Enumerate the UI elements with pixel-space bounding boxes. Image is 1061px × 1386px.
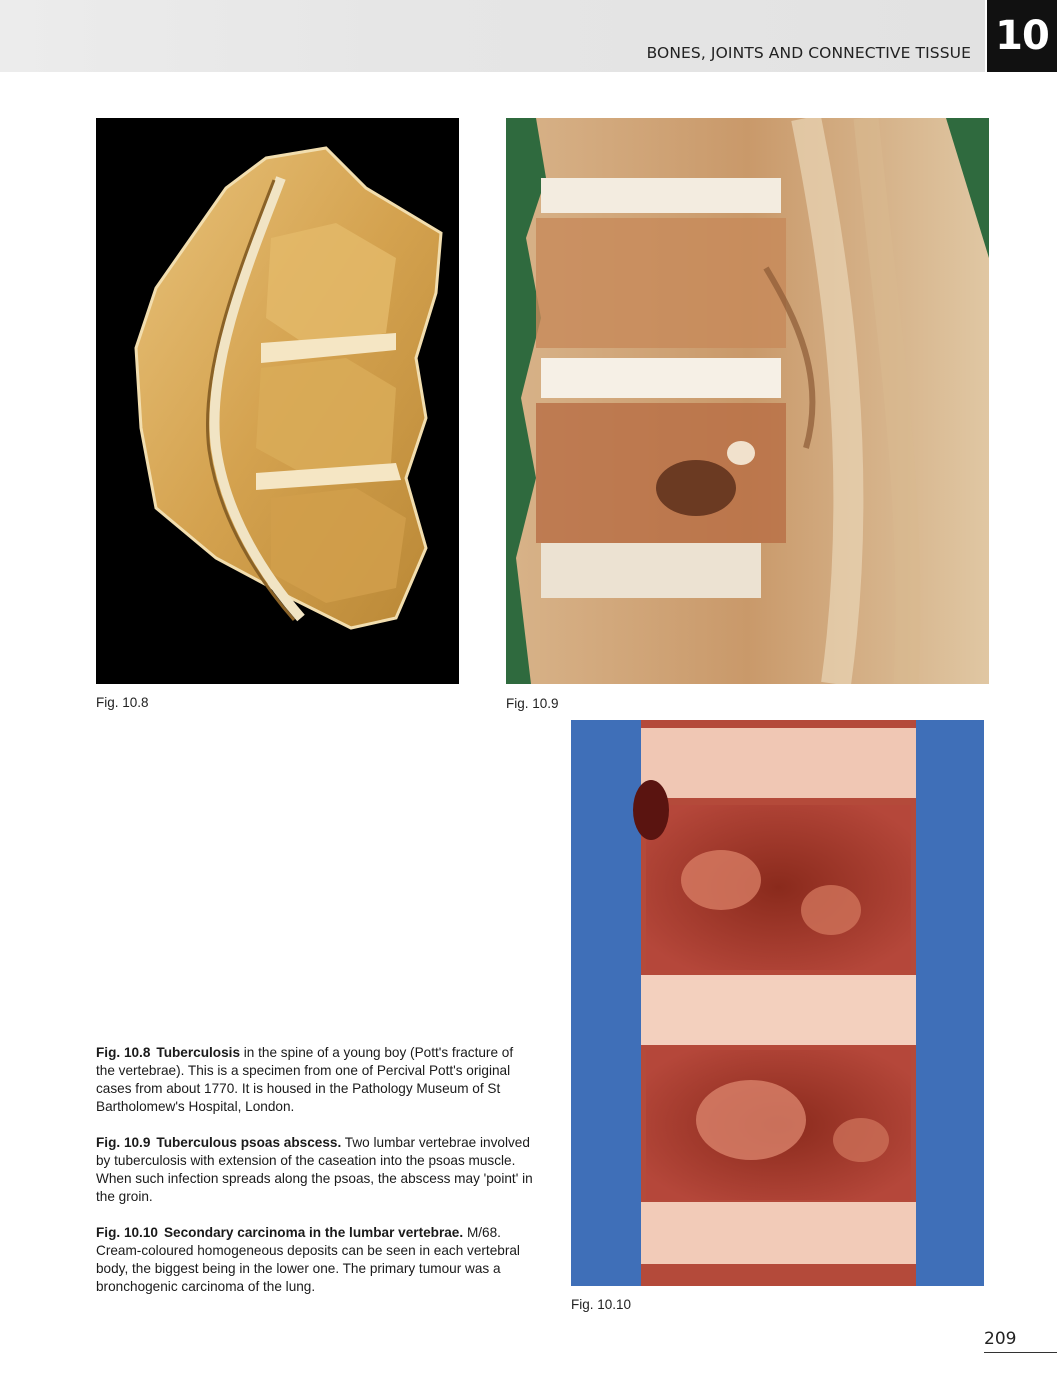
caption-fig-10-10: Fig. 10.10 Secondary carcinoma in the lumbar vertebrae. M/68. Cream-coloured homogeneous deposits can be seen in each vertebral body, the biggest being in the lower one. The primary tumour was a bronchogenic carcinoma of the lung.	[96, 1225, 520, 1294]
figure-10-8-photo	[96, 118, 459, 684]
page-number: 209	[984, 1329, 1017, 1349]
figure-10-10-photo	[571, 720, 984, 1286]
spine-specimen-image	[96, 118, 459, 684]
figure-10-10-label: Fig. 10.10	[571, 1297, 632, 1312]
figure-captions	[96, 1044, 534, 1314]
lumbar-vertebrae-image	[571, 720, 984, 1286]
psoas-abscess-image	[506, 118, 989, 684]
running-head: BONES, JOINTS AND CONNECTIVE TISSUE	[646, 44, 971, 62]
chapter-tab: 10	[987, 0, 1057, 72]
figure-10-9-label: Fig. 10.9	[506, 696, 559, 711]
caption-fig-10-8: Fig. 10.8 Tuberculosis in the spine of a young boy (Pott's fracture of the vertebrae). This is a specimen from one of Percival Pott's original cases from about 1770. It is housed in the Pathology Museum of St Bartholomew's Hospital, London.	[96, 1045, 514, 1114]
caption-fig-10-9: Fig. 10.9 Tuberculous psoas abscess. Two lumbar vertebrae involved by tuberculosis with extension of the caseation into the psoas muscle. When such infection spreads along the psoas, the abscess may 'point' in the groin.	[96, 1135, 533, 1204]
figure-10-8-label: Fig. 10.8	[96, 695, 149, 710]
folio-rule	[984, 1352, 1057, 1353]
figure-10-9-photo	[506, 118, 989, 684]
